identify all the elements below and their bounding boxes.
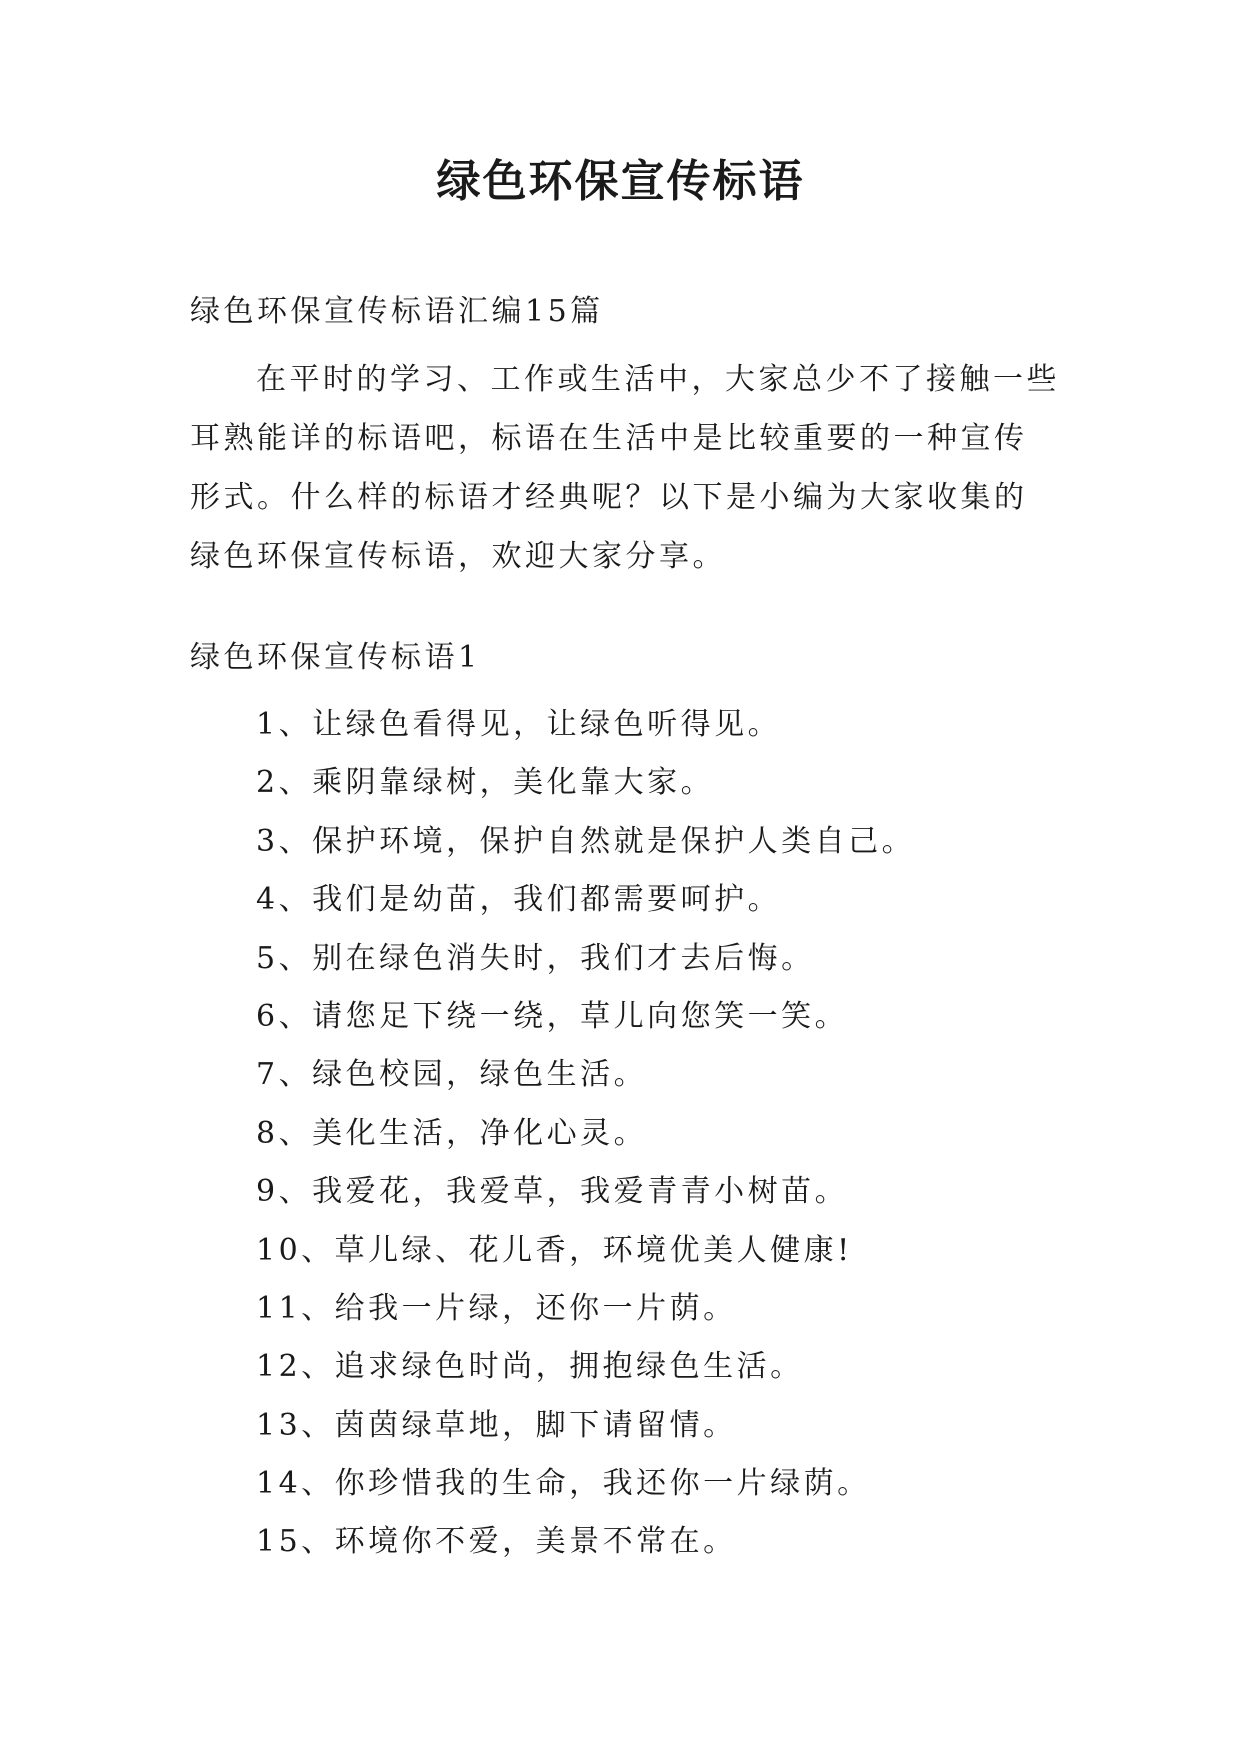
slogan-item: 11、给我一片绿，还你一片荫。 xyxy=(256,1290,737,1326)
document-body xyxy=(190,292,1060,1572)
slogan-item: 12、追求绿色时尚，拥抱绿色生活。 xyxy=(256,1349,804,1385)
slogan-item: 8、美化生活，净化心灵。 xyxy=(256,1115,648,1151)
slogan-item: 15、环境你不爱，美景不常在。 xyxy=(256,1524,737,1560)
slogan-item: 13、茵茵绿草地，脚下请留情。 xyxy=(256,1407,737,1443)
slogan-item: 1、让绿色看得见，让绿色听得见。 xyxy=(256,707,782,742)
slogan-item: 10、草儿绿、花儿香，环境优美人健康! xyxy=(256,1232,853,1268)
slogan-item: 6、请您足下绕一绕，草儿向您笑一笑。 xyxy=(256,998,849,1034)
section-heading: 绿色环保宣传标语1 xyxy=(190,640,481,675)
slogan-list xyxy=(190,696,1060,1572)
slogan-item: 5、别在绿色消失时，我们才去后悔。 xyxy=(256,940,815,976)
slogan-item: 9、我爱花，我爱草，我爱青青小树苗。 xyxy=(256,1174,849,1210)
slogan-item: 7、绿色校园，绿色生活。 xyxy=(256,1057,648,1093)
slogan-item: 3、保护环境，保护自然就是保护人类自己。 xyxy=(256,823,916,859)
slogan-item: 2、乘阴靠绿树，美化靠大家。 xyxy=(256,765,715,801)
intro-paragraph: 在平时的学习、工作或生活中，大家总少不了接触一些耳熟能详的标语吧，标语在生活中是比较重要的一种宣传形式。什么样的标语才经典呢？以下是小编为大家收集的绿色环保宣传标语，欢迎大家分享。 xyxy=(190,362,1060,574)
slogan-item: 4、我们是幼苗，我们都需要呵护。 xyxy=(256,882,782,918)
document-subtitle: 绿色环保宣传标语汇编15篇 xyxy=(190,294,604,329)
slogan-item: 14、你珍惜我的生命，我还你一片绿荫。 xyxy=(256,1466,871,1502)
document-title: 绿色环保宣传标语 xyxy=(436,156,805,207)
